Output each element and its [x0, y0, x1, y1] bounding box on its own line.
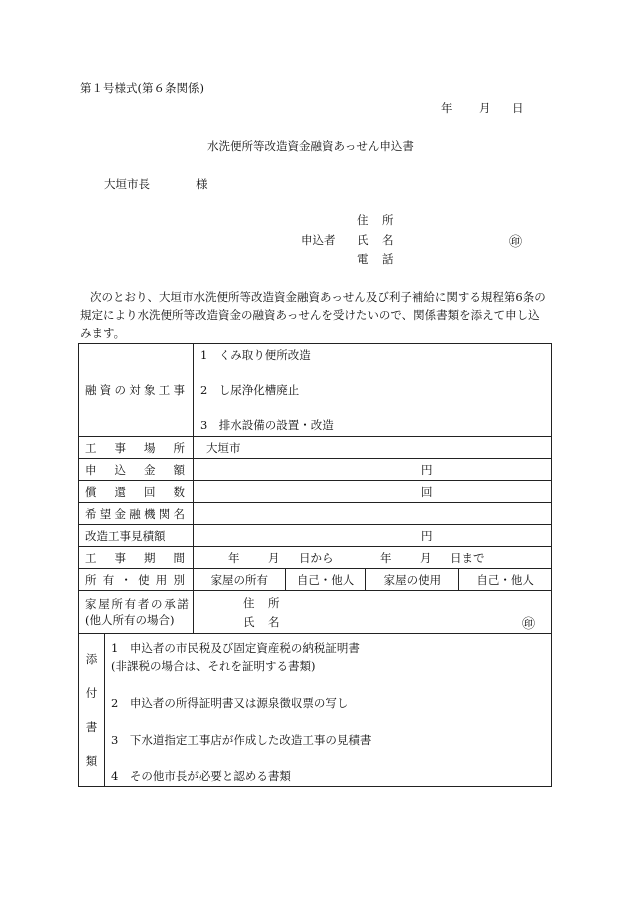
- period-row: [79, 547, 552, 569]
- application-form-table: [78, 343, 552, 787]
- amount-label: 申 込 金 額: [85, 462, 185, 477]
- applicant-name-label-1: 氏: [357, 233, 369, 247]
- period-from-day: 日から: [298, 551, 334, 565]
- consent-name-label-2: 名: [267, 615, 280, 629]
- consent-address-label-1: 住: [242, 596, 255, 610]
- consent-address-label-2: 所: [267, 596, 280, 610]
- attachment-item-4: 4 その他市長が必要と認める書類: [111, 769, 291, 783]
- document-title: 水洗便所等改造資金融資あっせん申込書: [207, 139, 414, 153]
- user-label-cell: 家屋の使用: [366, 569, 459, 591]
- target-work-option-3[interactable]: 3 排水設備の設置・改造: [199, 418, 334, 432]
- estimate-unit: 円: [420, 528, 433, 543]
- estimate-row: [79, 525, 552, 547]
- applicant-address-label-1: 住: [357, 213, 369, 227]
- body-text-line-1: 次のとおり、大垣市水洗便所等改造資金融資あっせん及び利子補給に関する規程第6条の: [90, 290, 546, 304]
- bank-field[interactable]: [193, 503, 551, 525]
- applicant-name-label-2: 名: [382, 233, 394, 247]
- user-value-cell[interactable]: 自己・他人: [459, 569, 552, 591]
- consent-name-label-1: 氏: [242, 615, 255, 629]
- location-row: [79, 437, 552, 459]
- applicant-phone-label-1: 電: [357, 252, 369, 266]
- ownership-label: 所 有 ・ 使 用 別: [85, 572, 185, 587]
- estimate-field[interactable]: [193, 525, 551, 547]
- period-to-month: 月: [419, 551, 432, 565]
- applicant-label: 申込者: [301, 233, 336, 247]
- amount-unit: 円: [420, 462, 433, 477]
- attachment-item-2: 2 申込者の所得証明書又は源泉徴収票の写し: [111, 696, 349, 710]
- date-month-label: 月: [479, 101, 491, 115]
- period-to-day: 日まで: [449, 551, 485, 565]
- bank-row: [79, 503, 552, 525]
- owner-label-cell: 家屋の所有: [193, 569, 285, 591]
- consent-field[interactable]: [193, 591, 551, 634]
- addressee-honorific: 様: [196, 177, 208, 191]
- target-work-label: 融 資 の 対 象 工 事: [85, 383, 185, 397]
- attachment-item-3: 3 下水道指定工事店が作成した改造工事の見積書: [111, 733, 372, 747]
- target-work-label-cell: [79, 344, 194, 437]
- amount-field[interactable]: [193, 459, 551, 481]
- consent-label-line-2: (他人所有の場合): [85, 613, 175, 627]
- addressee-name: 大垣市長: [104, 177, 150, 191]
- applicant-phone-label-2: 話: [382, 252, 394, 266]
- applicant-address-label-2: 所: [382, 213, 394, 227]
- attachment-item-1: 1 申込者の市民税及び固定資産税の納税証明書: [111, 641, 360, 655]
- ownership-row: [79, 569, 552, 591]
- attachments-list: [105, 634, 551, 786]
- consent-label-line-1: 家 屋 所 有 者 の 承 諾: [85, 597, 189, 611]
- target-work-option-1[interactable]: 1 くみ取り便所改造: [199, 348, 311, 362]
- applicant-seal-mark: ㊞: [509, 235, 523, 250]
- target-work-row: [79, 344, 552, 437]
- target-work-options[interactable]: [193, 344, 551, 437]
- estimate-label: 改造工事見積額: [85, 528, 166, 543]
- period-from-month: 月: [267, 551, 280, 565]
- location-value: 大垣市: [205, 440, 241, 455]
- location-field[interactable]: [193, 437, 551, 459]
- form-number: 第１号様式(第６条関係): [80, 81, 204, 95]
- period-field[interactable]: [193, 547, 551, 569]
- location-label: 工 事 場 所: [85, 440, 185, 455]
- body-text-line-3: みます。: [80, 326, 126, 340]
- attachments-cell: [79, 634, 552, 787]
- attachments-label: 添 付 書 類: [79, 634, 105, 786]
- body-text-line-2: 規定により水洗便所等改造資金の融資あっせんを受けたいので、関係書類を添えて申し込: [80, 308, 540, 322]
- amount-row: [79, 459, 552, 481]
- repayments-unit: 回: [420, 484, 433, 499]
- date-day-label: 日: [512, 101, 524, 115]
- period-to-year: 年: [379, 551, 392, 565]
- repayments-label: 償 還 回 数: [85, 484, 185, 499]
- attachments-row: [79, 634, 552, 787]
- attachment-item-1-note: (非課税の場合は、それを証明する書類): [111, 659, 316, 673]
- consent-row: [79, 591, 552, 634]
- period-label: 工 事 期 間: [85, 550, 185, 565]
- bank-label: 希 望 金 融 機 関 名: [85, 506, 185, 521]
- target-work-option-2[interactable]: 2 し尿浄化槽廃止: [199, 383, 300, 397]
- repayments-row: [79, 481, 552, 503]
- repayments-field[interactable]: [193, 481, 551, 503]
- owner-value-cell[interactable]: 自己・他人: [285, 569, 366, 591]
- date-year-label: 年: [441, 101, 453, 115]
- consent-label-cell: [79, 591, 194, 634]
- consent-seal-mark: ㊞: [521, 617, 535, 632]
- period-from-year: 年: [227, 551, 240, 565]
